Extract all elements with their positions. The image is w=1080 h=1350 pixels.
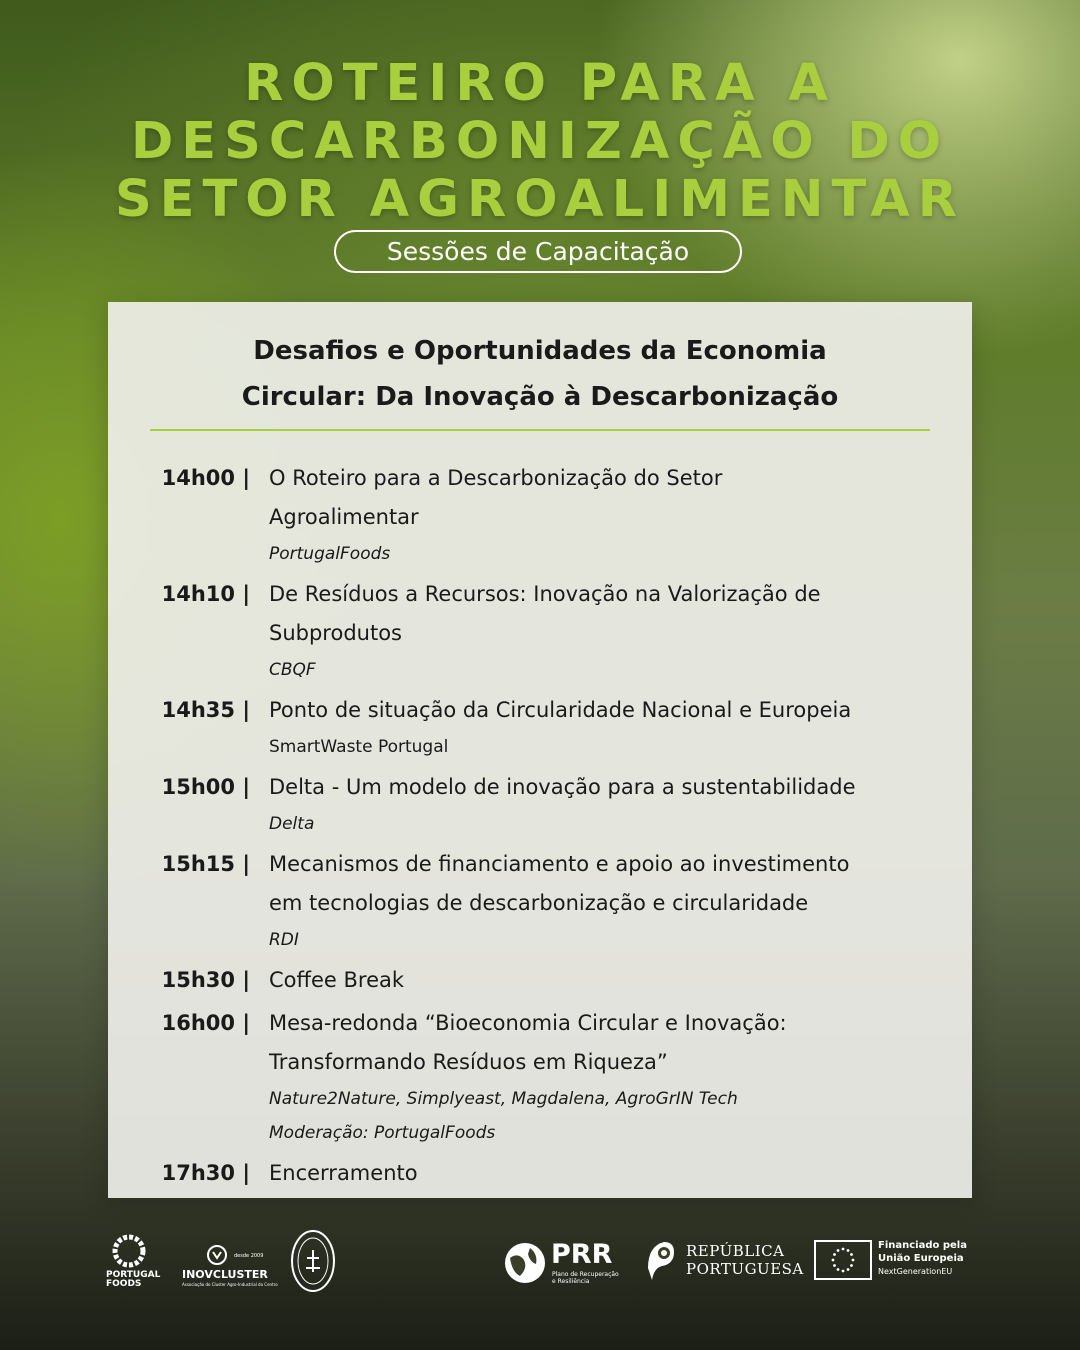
agenda-time: 15h15 | [161, 852, 250, 876]
agenda-topic: Delta - Um modelo de inovação para a sustentabilidade [269, 775, 856, 799]
agenda-topic: Agroalimentar [269, 505, 419, 529]
inovcluster-name: INOVCLUSTER [182, 1268, 268, 1281]
agenda-time: 16h00 | [161, 1011, 250, 1035]
divider [150, 429, 930, 431]
leaf-icon [206, 1244, 228, 1266]
card-title-line: Circular: Da Inovação à Descarbonização [241, 382, 839, 412]
agenda-body [269, 768, 972, 841]
agenda-topic: Coffee Break [269, 968, 405, 992]
agenda-speaker: Moderação: PortugalFoods [269, 1123, 496, 1143]
agenda-body [269, 1154, 972, 1193]
portugal-foods-text: FOODS [106, 1279, 142, 1289]
agenda-time: 14h35 | [161, 698, 250, 722]
agenda-card [108, 302, 972, 1198]
seal-icon [290, 1228, 336, 1294]
title-line: DESCARBONIZAÇÃO DO [130, 112, 950, 171]
republica-emblem-icon [644, 1238, 678, 1282]
portugal-foods-text: PORTUGAL [106, 1270, 161, 1280]
inovcluster-since: desde 2009 [234, 1253, 264, 1259]
title-line: ROTEIRO PARA A [244, 54, 836, 113]
prr-tagline: e Resiliência [552, 1278, 590, 1285]
card-title [148, 328, 932, 420]
agenda-item [108, 845, 972, 957]
agenda-speaker: RDI [269, 930, 299, 950]
agenda-item [108, 1154, 972, 1193]
agenda-topic: O Roteiro para a Descarbonização do Setor [269, 466, 723, 490]
republica-text: PORTUGUESA [686, 1260, 804, 1278]
agenda-topic: Ponto de situação da Circularidade Nacional e Europeia [269, 698, 852, 722]
agenda-speaker: CBQF [269, 660, 316, 680]
prr-logo [504, 1240, 634, 1290]
agenda-topic: Encerramento [269, 1161, 418, 1185]
portugal-foods-icon [110, 1232, 148, 1270]
agenda-speaker: Delta [269, 814, 315, 834]
eu-text: NextGenerationEU [878, 1267, 953, 1276]
main-title [0, 55, 1080, 229]
agenda-speaker: SmartWaste Portugal [269, 737, 449, 757]
eu-text: Financiado pela [878, 1240, 967, 1251]
republica-portuguesa-logo [644, 1238, 804, 1288]
agenda-body [269, 845, 972, 957]
agenda-time: 15h30 | [161, 968, 250, 992]
agenda-topic: em tecnologias de descarbonização e circularidade [269, 891, 809, 915]
agenda-body [269, 961, 972, 1000]
prr-name: PRR [551, 1239, 613, 1270]
agenda-topic: Subprodutos [269, 621, 402, 645]
footer-logos [0, 1228, 1080, 1298]
inovcluster-tagline: Associação do Cluster Agro-Industrial do Centro [182, 1282, 278, 1287]
agenda-topic: De Resíduos a Recursos: Inovação na Valorização de [269, 582, 821, 606]
title-line: SETOR AGROALIMENTAR [114, 170, 966, 229]
agenda-topic: Mecanismos de financiamento e apoio ao investimento [269, 852, 850, 876]
agenda-item [108, 575, 972, 687]
agenda-item [108, 768, 972, 841]
prr-tagline: Plano de Recuperação [552, 1271, 619, 1278]
agenda-time: 17h30 | [161, 1161, 250, 1185]
agenda-item [108, 961, 972, 1000]
agenda-time: 15h00 | [161, 775, 250, 799]
agenda-list [108, 459, 972, 1197]
agenda-body [269, 575, 972, 687]
agenda-body [269, 459, 972, 571]
eu-funding-logo [814, 1239, 974, 1283]
agenda-time: 14h00 | [161, 466, 250, 490]
portugal-foods-logo [106, 1232, 166, 1292]
agenda-body [269, 691, 972, 764]
agenda-item [108, 691, 972, 764]
inovcluster-logo [182, 1244, 278, 1294]
agenda-item [108, 1004, 972, 1150]
agenda-topic: Mesa-redonda “Bioeconomia Circular e Inovação: [269, 1011, 787, 1035]
agenda-body [269, 1004, 972, 1150]
agenda-time: 14h10 | [161, 582, 250, 606]
eu-text: União Europeia [878, 1253, 964, 1264]
eu-flag-icon [814, 1240, 872, 1280]
globe-icon [504, 1242, 546, 1284]
seal-logo [290, 1228, 336, 1294]
agenda-speaker: Nature2Nature, Simplyeast, Magdalena, AgroGrIN Tech [269, 1089, 738, 1109]
agenda-item [108, 459, 972, 571]
republica-text: REPÚBLICA [686, 1242, 785, 1260]
agenda-speaker: PortugalFoods [269, 544, 391, 564]
card-title-line: Desafios e Oportunidades da Economia [253, 336, 827, 366]
subtitle-pill: Sessões de Capacitação [334, 230, 742, 273]
agenda-topic: Transformando Resíduos em Riqueza” [269, 1050, 668, 1074]
